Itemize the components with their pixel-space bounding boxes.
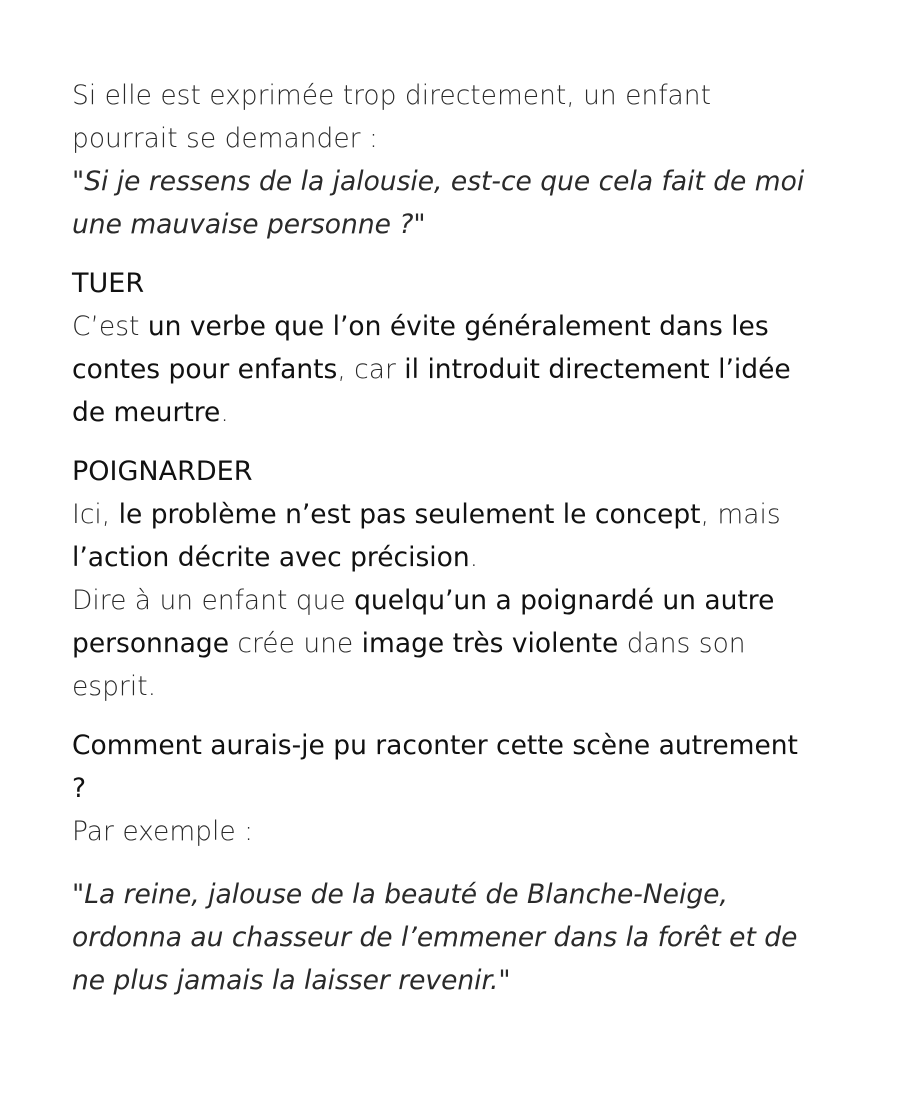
poignarder-emphasis-g: quelqu’un a poignardé un autre [354,585,775,616]
document-page [72,74,832,1002]
tuer-line-2 [72,348,832,391]
poignarder-line-3 [72,579,832,622]
intro-section [72,74,832,246]
poignarder-text-c: , mais [700,499,781,530]
intro-quote-line-1: "Si je ressens de la jalousie, est-ce que cela fait de moi [72,166,805,197]
section-tuer [72,262,832,434]
poignarder-line-5: esprit. [72,671,157,702]
poignarder-line-4 [72,622,832,665]
poignarder-emphasis-b: le problème n’est pas seulement le concept [118,499,701,530]
poignarder-emphasis-j: image très violente [361,628,619,659]
poignarder-text-f: Dire à un enfant que [72,585,355,616]
section-heading-poignarder: POIGNARDER [72,456,253,487]
section-alternative [72,724,832,1002]
poignarder-text-e: . [469,542,479,573]
alternative-quote-line-3: ne plus jamais la laisser revenir." [72,965,511,996]
tuer-emphasis-e: il introduit directement l’idée [404,354,791,385]
tuer-text-d: , car [337,354,405,385]
alternative-question-line-2: ? [72,773,87,804]
alternative-quote-line-1: "La reine, jalouse de la beauté de Blanche-Neige, [72,879,728,910]
tuer-emphasis-f: de meurtre [72,397,221,428]
tuer-text-a: C’est [72,311,148,342]
poignarder-emphasis-h: personnage [72,628,229,659]
tuer-line-1 [72,305,832,348]
intro-line-2: pourrait se demander : [72,123,378,154]
poignarder-text-i: crée une [229,628,362,659]
poignarder-line-2 [72,536,832,579]
alternative-quote-line-2: ordonna au chasseur de l’emmener dans la forêt et de [72,922,798,953]
intro-quote-line-2: une mauvaise personne ?" [72,209,426,240]
poignarder-line-1 [72,493,832,536]
tuer-emphasis-b: un verbe que l’on évite généralement dans les [147,311,769,342]
poignarder-emphasis-d: l’action décrite avec précision [72,542,470,573]
tuer-emphasis-c: contes pour enfants [72,354,338,385]
poignarder-text-a: Ici, [72,499,119,530]
tuer-text-g: . [220,397,229,428]
tuer-line-3 [72,391,832,434]
section-heading-tuer: TUER [72,268,145,299]
intro-line-1: Si elle est exprimée trop directement, un enfant [72,80,711,111]
poignarder-text-k: dans son [618,628,746,659]
section-poignarder [72,450,832,708]
alternative-example-label: Par exemple : [72,816,254,847]
alternative-question-line-1: Comment aurais-je pu raconter cette scène autrement [72,730,798,761]
